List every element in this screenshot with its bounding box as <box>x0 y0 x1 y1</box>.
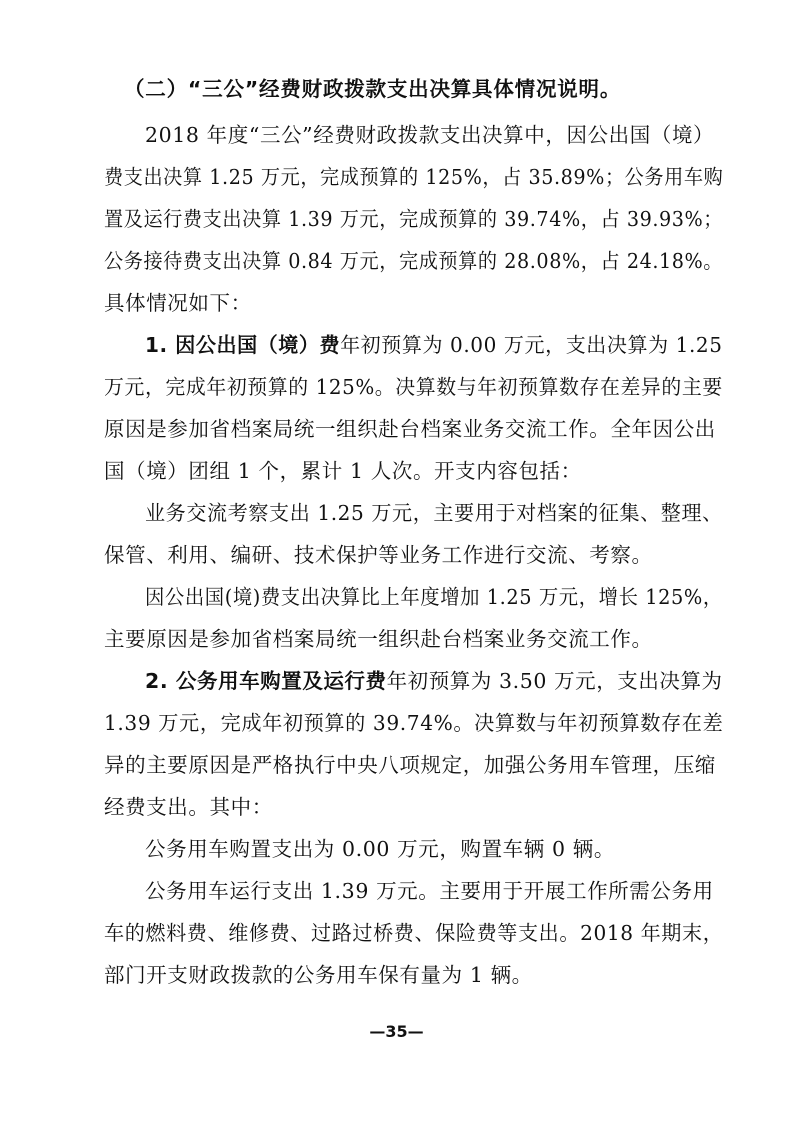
intro-line-2: 费支出决算 1.25 万元，完成预算的 125%，占 35.89%；公务用车购 <box>104 165 724 189</box>
intro-line-4: 公务接待费支出决算 0.84 万元，完成预算的 28.08%，占 24.18%。 <box>104 249 724 273</box>
intro-line-3: 置及运行费支出决算 1.39 万元，完成预算的 39.74%，占 39.93%； <box>104 207 724 231</box>
item1-compare-line-2: 主要原因是参加省档案局统一组织赴台档案业务交流工作。 <box>104 627 653 651</box>
item1-first-line <box>145 332 723 358</box>
section-heading: （二）“三公”经费财政拨款支出决算具体情况说明。 <box>124 77 622 101</box>
item1-title: 1. 因公出国（境）费 <box>145 333 341 357</box>
page-number: —35— <box>369 1022 424 1041</box>
item2-line-2: 1.39 万元，完成年初预算的 39.74%。决算数与年初预算数存在差 <box>104 711 724 735</box>
item2-first-line <box>145 668 723 694</box>
item1-line-3: 原因是参加省档案局统一组织赴台档案业务交流工作。全年因公出 <box>104 417 716 441</box>
item1-line-2: 万元，完成年初预算的 125%。决算数与年初预算数存在差异的主要 <box>104 375 723 399</box>
item2-purchase-line: 公务用车购置支出为 0.00 万元，购置车辆 0 辆。 <box>145 837 615 861</box>
item2-operation-line-3: 部门开支财政拨款的公务用车保有量为 1 辆。 <box>104 963 533 987</box>
item1-line-4: 国（境）团组 1 个，累计 1 人次。开支内容包括： <box>104 459 582 483</box>
item1-compare-line-1: 因公出国(境)费支出决算比上年度增加 1.25 万元，增长 125%， <box>145 585 723 609</box>
intro-line-5: 具体情况如下： <box>104 291 252 315</box>
item2-line1-rest: 年初预算为 3.50 万元，支出决算为 <box>386 669 723 693</box>
item2-operation-line-1: 公务用车运行支出 1.39 万元。主要用于开展工作所需公务用 <box>145 879 714 903</box>
item2-line-4: 经费支出。其中： <box>104 795 273 819</box>
item2-operation-line-2: 车的燃料费、维修费、过路过桥费、保险费等支出。2018 年期末， <box>104 921 724 945</box>
item2-line-3: 异的主要原因是严格执行中央八项规定，加强公务用车管理，压缩 <box>104 753 716 777</box>
item1-detail-line-2: 保管、利用、编研、技术保护等业务工作进行交流、考察。 <box>104 543 653 567</box>
item1-line1-rest: 年初预算为 0.00 万元，支出决算为 1.25 <box>340 333 723 357</box>
item1-detail-line-1: 业务交流考察支出 1.25 万元，主要用于对档案的征集、整理、 <box>145 501 723 525</box>
item2-title: 2. 公务用车购置及运行费 <box>145 669 387 693</box>
intro-line-1: 2018 年度“三公”经费财政拨款支出决算中，因公出国（境） <box>145 123 715 147</box>
